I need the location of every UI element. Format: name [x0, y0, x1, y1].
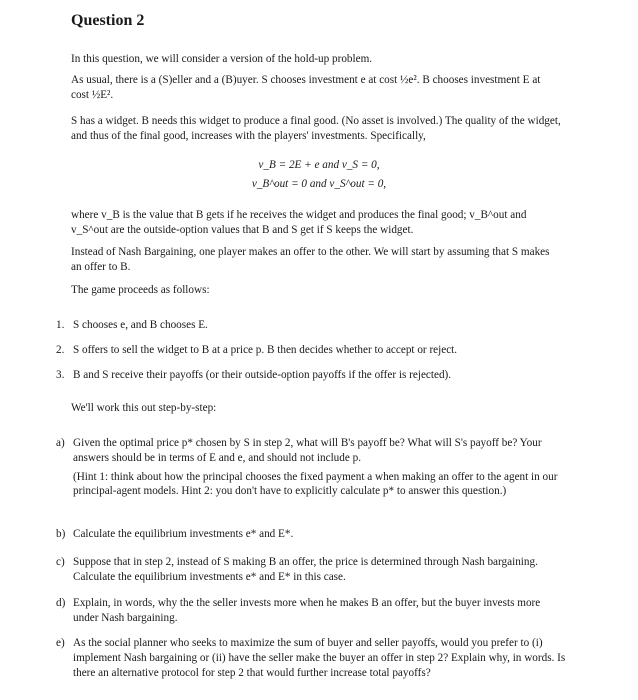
- step-by-step-intro: We'll work this out step-by-step:: [71, 402, 217, 414]
- part-label: c): [56, 556, 65, 568]
- setup-paragraph: As usual, there is a (S)eller and a (B)uyer. S chooses investment e at cost ½e². B chooses investment E at cost ½E².: [71, 74, 541, 101]
- equation-outside-options: v_B^out = 0 and v_S^out = 0,: [251, 178, 387, 190]
- widget-paragraph: S has a widget. B needs this widget to produce a final good. (No asset is involved.) The quality of the widget, and thus of the final good, increases with the players' investments. Specifically,: [71, 115, 561, 142]
- step-text: B and S receive their payoffs (or their outside-option payoffs if the offer is rejected).: [73, 369, 452, 381]
- part-e: [56, 636, 566, 684]
- question-title: Question 2: [71, 12, 145, 29]
- step-text: S chooses e, and B chooses E.: [73, 319, 208, 331]
- part-c-text: Suppose that in step 2, instead of S making B an offer, the price is determined through Nash bargaining. Calculate the equilibrium investments e* and E* in this case.: [73, 556, 538, 583]
- step-text: S offers to sell the widget to B at a price p. B then decides whether to accept or reject.: [73, 344, 458, 356]
- part-c: [56, 555, 566, 589]
- step-1: [56, 318, 566, 333]
- part-label: e): [56, 637, 65, 649]
- step-number: 1.: [56, 319, 65, 331]
- equation-values: v_B = 2E + e and v_S = 0,: [258, 159, 380, 171]
- step-2: [56, 343, 566, 358]
- game-intro: The game proceeds as follows:: [71, 284, 210, 296]
- part-a-text: Given the optimal price p* chosen by S in step 2, what will B's payoff be? What will S's payoff be? Your answers should be in terms of E and e, and should not include p.: [73, 437, 542, 464]
- part-a: [56, 436, 566, 503]
- part-a-hint: (Hint 1: think about how the principal chooses the fixed payment a when making an offer to the agent in our principal-agent models. Hint 2: you don't have to explicitly calculate p* to answer this question.): [73, 470, 558, 498]
- intro-paragraph: In this question, we will consider a version of the hold-up problem.: [71, 53, 373, 65]
- part-label: b): [56, 528, 66, 540]
- offer-paragraph: Instead of Nash Bargaining, one player makes an offer to the other. We will start by assuming that S makes an offer to B.: [71, 246, 550, 273]
- part-e-text: As the social planner who seeks to maximize the sum of buyer and seller payoffs, would you prefer to (i) implement Nash bargaining or (ii) have the seller make the buyer an offer in step 2? Explain why, in words. Is there an alternative protocol for step 2 that would further increase total payoffs?: [73, 637, 566, 679]
- part-b: [56, 527, 566, 546]
- part-d-text: Explain, in words, why the the seller invests more when he makes B an offer, but the buyer invests more under Nash bargaining.: [73, 597, 541, 624]
- part-label: a): [56, 437, 65, 449]
- part-d: [56, 596, 566, 630]
- definition-paragraph: where v_B is the value that B gets if he receives the widget and produces the final good; v_B^out and v_S^out are the outside-option values that B and S get if S keeps the widget.: [71, 209, 527, 236]
- step-number: 2.: [56, 344, 65, 356]
- part-label: d): [56, 597, 66, 609]
- step-3: [56, 368, 566, 383]
- step-number: 3.: [56, 369, 65, 381]
- part-b-text: Calculate the equilibrium investments e* and E*.: [73, 528, 294, 540]
